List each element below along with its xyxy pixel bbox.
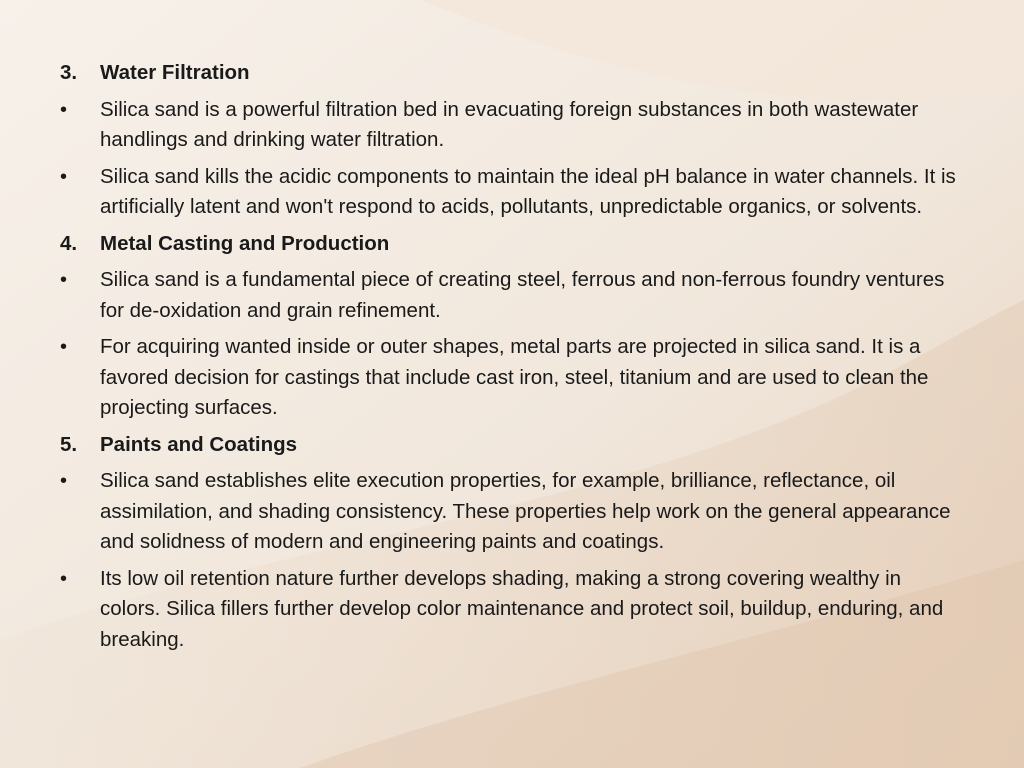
bullet-dot-icon: •: [60, 165, 68, 188]
bullet-text: Its low oil retention nature further develops shading, making a strong covering wealthy in colors. Silica fillers further develop color maintenance and protect soil, buildup, enduring, and breaking.: [100, 566, 944, 651]
section-title: Paints and Coatings: [100, 432, 298, 456]
bullet-text: For acquiring wanted inside or outer shapes, metal parts are projected in silica sand. It is a favored decision for castings that include cast iron, steel, titanium and are used to clean the projecting surfaces.: [100, 335, 929, 419]
bullet-text: Silica sand kills the acidic components to maintain the ideal pH balance in water channels. It is artificially latent and won't respond to acids, pollutants, unpredictable organics, or solvents.: [100, 164, 956, 218]
bullet-dot-icon: •: [60, 567, 68, 590]
section-heading: [60, 430, 960, 461]
section-number: 3.: [60, 61, 78, 84]
bullet-dot-icon: •: [60, 269, 68, 291]
bullet-dot-icon: •: [60, 98, 68, 121]
bullet-item: [60, 95, 960, 156]
bullet-text: Silica sand is a powerful filtration bed in evacuating foreign substances in both wastewater handlings and drinking water filtration.: [100, 97, 919, 151]
section-heading: [60, 229, 960, 260]
section-title: Metal Casting and Production: [100, 231, 390, 255]
bullet-item: [60, 564, 960, 656]
bullet-item: [60, 265, 960, 326]
section-number: 5.: [60, 432, 78, 456]
bullet-dot-icon: •: [60, 336, 68, 358]
bullet-item: [60, 466, 960, 558]
bullet-text: Silica sand is a fundamental piece of creating steel, ferrous and non-ferrous foundry ventures for de-oxidation and grain refinement.: [100, 268, 945, 322]
slide-content: [60, 58, 960, 661]
section-title: Water Filtration: [100, 61, 250, 84]
section-heading: [60, 58, 960, 89]
bullet-item: [60, 162, 960, 223]
section-number: 4.: [60, 231, 78, 255]
bullet-item: [60, 332, 960, 424]
bullet-dot-icon: •: [60, 470, 68, 492]
bullet-text: Silica sand establishes elite execution properties, for example, brilliance, reflectance, oil assimilation, and shading consistency. These properties help work on the general appearance and solidness of modern and engineering paints and coatings.: [100, 469, 951, 553]
